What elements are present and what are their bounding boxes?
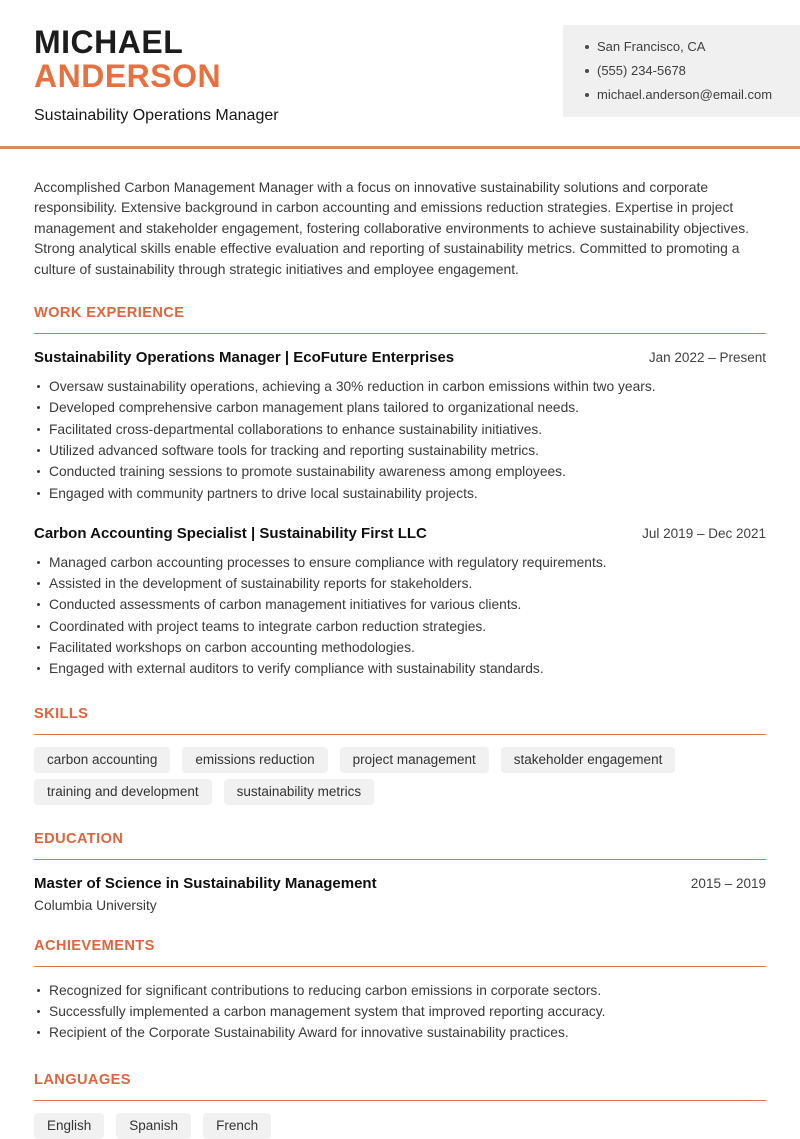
degree-title: Master of Science in Sustainability Management (34, 874, 377, 892)
education-dates: 2015 – 2019 (690, 875, 766, 891)
work-experience-heading: WORK EXPERIENCE (34, 305, 766, 334)
contact-card (563, 25, 800, 117)
last-name: ANDERSON (34, 58, 222, 94)
first-name: MICHAEL (34, 24, 184, 60)
language-chip: Spanish (116, 1113, 191, 1139)
job-bullet: Facilitated workshops on carbon accounting methodologies. (34, 637, 766, 658)
job-bullet: Assisted in the development of sustainability reports for stakeholders. (34, 573, 766, 594)
job-dates: Jul 2019 – Dec 2021 (642, 525, 766, 541)
job-entry (34, 349, 766, 504)
job-bullet: Oversaw sustainability operations, achieving a 30% reduction in carbon emissions within two years. (34, 376, 766, 397)
school-name: Columbia University (34, 897, 157, 913)
skill-chip: emissions reduction (182, 747, 327, 773)
language-chip: English (34, 1113, 104, 1139)
skill-chip: stakeholder engagement (501, 747, 676, 773)
skills-chip-list (34, 747, 766, 805)
section-languages (34, 1072, 766, 1139)
job-bullet: Developed comprehensive carbon management plans tailored to organizational needs. (34, 397, 766, 418)
job-entry (34, 525, 766, 680)
job-header (34, 525, 766, 542)
resume-header (0, 0, 800, 125)
job-title: Sustainability Operations Manager | EcoFuture Enterprises (34, 349, 455, 367)
summary-paragraph: Accomplished Carbon Management Manager with a focus on innovative sustainability solutions and corporate responsibility. Extensive background in carbon accounting and emissions reduction strategies. Expertise in project management and stakeholder engagement, fostering collaborative environments to achieve sustainability objectives. Strong analytical skills enable effective evaluation and reporting of sustainability metrics. Committed to promoting a culture of sustainability through strategic initiatives and employee engagement. (34, 179, 750, 277)
achievement-bullet: Recipient of the Corporate Sustainability Award for innovative sustainability practices. (34, 1022, 766, 1043)
achievement-bullet: Recognized for significant contributions to reducing carbon emissions in corporate sectors. (34, 980, 766, 1001)
job-bullet: Managed carbon accounting processes to ensure compliance with regulatory requirements. (34, 552, 766, 573)
achievements-heading: ACHIEVEMENTS (34, 938, 766, 967)
skills-heading: SKILLS (34, 706, 766, 735)
section-education (34, 831, 766, 913)
section-achievements (34, 938, 766, 1044)
skill-chip: carbon accounting (34, 747, 170, 773)
headline: Sustainability Operations Manager (34, 107, 279, 124)
education-heading: EDUCATION (34, 831, 766, 860)
language-chip: French (203, 1113, 271, 1139)
job-header (34, 349, 766, 366)
section-work-experience (34, 305, 766, 680)
job-bullet: Coordinated with project teams to integrate carbon reduction strategies. (34, 616, 766, 637)
contact-location: San Francisco, CA (585, 39, 786, 55)
skill-chip: sustainability metrics (224, 779, 375, 805)
education-entry (34, 875, 766, 913)
job-title: Carbon Accounting Specialist | Sustainability First LLC (34, 524, 427, 542)
section-skills (34, 706, 766, 805)
job-bullet: Engaged with community partners to drive local sustainability projects. (34, 483, 766, 504)
header-divider (0, 146, 800, 149)
resume-content (0, 177, 800, 1139)
job-bullet: Engaged with external auditors to verify compliance with sustainability standards. (34, 658, 766, 679)
job-bullet-list (34, 376, 766, 504)
achievement-bullet: Successfully implemented a carbon management system that improved reporting accuracy. (34, 1001, 766, 1022)
contact-email: michael.anderson@email.com (585, 87, 786, 103)
job-bullet: Conducted assessments of carbon management initiatives for various clients. (34, 594, 766, 615)
job-dates: Jan 2022 – Present (648, 350, 766, 366)
achievements-bullet-list (34, 980, 766, 1044)
skill-chip: training and development (34, 779, 212, 805)
job-bullet: Utilized advanced software tools for tracking and reporting sustainability metrics. (34, 440, 766, 461)
job-bullet: Facilitated cross-departmental collaborations to enhance sustainability initiatives. (34, 419, 766, 440)
job-bullet: Conducted training sessions to promote sustainability awareness among employees. (34, 461, 766, 482)
education-entry-header (34, 875, 766, 892)
languages-chip-list (34, 1113, 766, 1139)
languages-heading: LANGUAGES (34, 1072, 766, 1101)
job-bullet-list (34, 552, 766, 680)
skill-chip: project management (340, 747, 489, 773)
contact-phone: (555) 234-5678 (585, 63, 786, 79)
